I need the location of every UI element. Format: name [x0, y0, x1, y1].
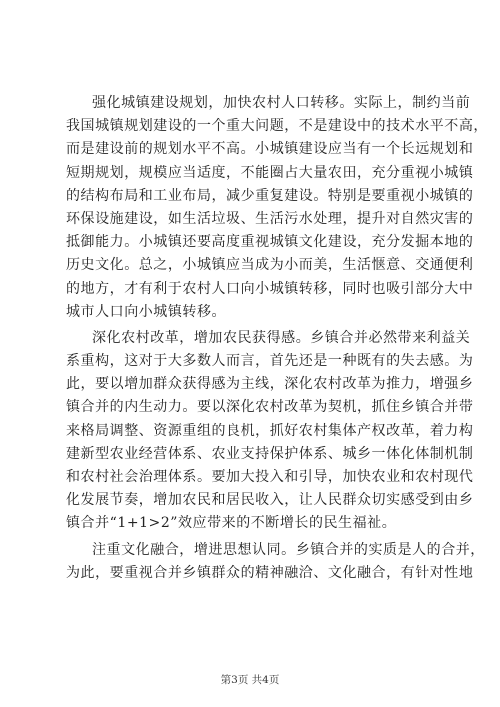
paragraph-line: 和农村社会治理体系。要加大投入和引导，加快农业和农村现代 [66, 469, 474, 485]
paragraph-line: 系重构，这对于大多数人而言，首先还是一种既有的失去感。为 [66, 353, 474, 370]
paragraph-line: 抵御能力。小城镇还要高度重视城镇文化建设，充分发掘本地的 [66, 234, 474, 251]
paragraph-line: 此，要以增加群众获得感为主线，深化农村改革为推力，增强乡 [66, 376, 474, 393]
paragraph-line: 强化城镇建设规划，加快农村人口转移。实际上，制约当前 [92, 95, 471, 111]
paragraph-line: 历史文化。总之，小城镇应当成为小而美，生活惬意、交通便利 [66, 257, 474, 274]
paragraph-line: 的地方，才有利于农村人口向小城镇转移，同时也吸引部分大中 [66, 280, 474, 297]
paragraph-line: 而是建设前的规划水平不高。小城镇建设应当有一个长远规划和 [66, 141, 474, 158]
body-text [66, 92, 488, 585]
paragraph-line: 我国城镇规划建设的一个重大问题，不是建设中的技术水平不高， [66, 118, 488, 135]
paragraph-line: 来格局调整、资源重组的良机，抓好农村集体产权改革，着力构 [66, 422, 474, 439]
paragraph-line: 短期规划，规模应当适度，不能圈占大量农田，充分重视小城镇 [66, 164, 474, 181]
page-footer: 第3页 共4页 [220, 674, 280, 686]
paragraph-line: 城市人口向小城镇转移。 [66, 303, 227, 320]
paragraph-line: 镇合并“1+1>2”效应带来的不断增长的民生福祉。 [66, 515, 397, 532]
paragraph-line: 镇合并的内生动力。要以深化农村改革为契机，抓住乡镇合并带 [66, 399, 474, 416]
paragraph-line: 建新型农业经营体系、农业支持保护体系、城乡一体化体制机制 [66, 445, 474, 462]
paragraph-line: 化发展节奏，增加农民和居民收入，让人民群众切实感受到由乡 [66, 492, 474, 509]
paragraph-line: 的结构布局和工业布局，减少重复建设。特别是要重视小城镇的 [66, 187, 474, 204]
paragraph-line: 环保设施建设，如生活垃圾、生活污水处理，提升对自然灾害的 [66, 210, 474, 227]
paragraph-line: 注重文化融合，增进思想认同。乡镇合并的实质是人的合并， [92, 541, 485, 558]
paragraph-line: 为此，要重视合并乡镇群众的精神融洽、文化融合，有针对性地 [66, 564, 474, 581]
paragraph-line: 深化农村改革，增加农民获得感。乡镇合并必然带来利益关 [92, 329, 471, 346]
